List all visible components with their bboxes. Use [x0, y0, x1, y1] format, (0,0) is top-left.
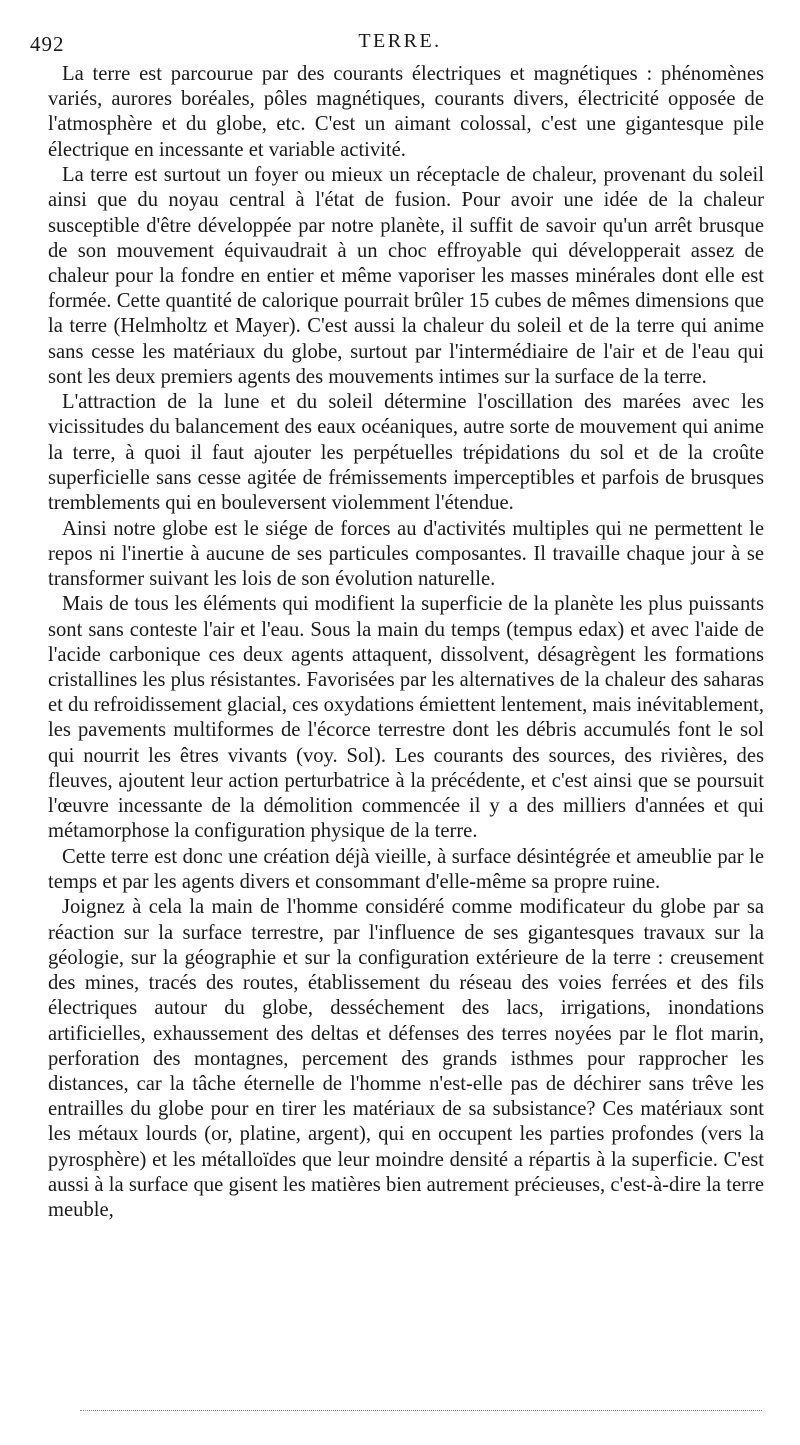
paragraph-magnetism: La terre est parcourue par des courants électriques et magnétiques : phénomènes variés, aurores boréales, pôles magnétiques, courants divers, électricité opposée de l'atmosphère et du globe, etc. C'est un aimant colossal, c'est une gigantesque pile électrique en incessante et variable activité. — [48, 63, 764, 161]
paragraph-old-creation: Cette terre est donc une création déjà vieille, à surface désintégrée et ameublie par le temps et par les agents divers et consommant d'elle-même sa propre ruine. — [48, 845, 764, 893]
footer-rule — [80, 1410, 762, 1411]
paragraph-tides: L'attraction de la lune et du soleil détermine l'oscillation des marées avec les vicissitudes du balancement des eaux océaniques, autre sorte de mouvement qui anime la terre, à quoi il faut ajouter les perpétuelles trépidations du sol et de la croûte superficielle sans cesse agitée de frémissements imperceptibles et parfois de brusques tremblements qui en bouleversent violemment l'étendue. — [48, 391, 764, 515]
page-number: 492 — [30, 32, 65, 56]
running-head — [30, 28, 770, 58]
paragraph-air-water: Mais de tous les éléments qui modifient la superficie de la planète les plus puissants sont sans conteste l'air et l'eau. Sous la main du temps (tempus edax) et avec l'aide de l'acide carbonique ces deux agents attaquent, dissolvent, désagrègent les formations cristallines les plus résistantes. Favorisées par les alternatives de la chaleur des saharas et du refroidissement glacial, ces oxydations émiettent lentement, mais inévitablement, les pavements multiformes de l'écorce terrestre dont les débris accumulés font le sol qui nourrit les êtres vivants (voy. Sol). Les courants des sources, des rivières, des fleuves, ajoutent leur action perturbatrice à la précédente, et c'est ainsi que se poursuit l'œuvre incessante de la démolition commencée il y a des milliers d'années et qui métamorphose la configuration physique de la terre. — [48, 593, 764, 843]
running-title: TERRE. — [358, 30, 442, 52]
paragraph-human-action: Joignez à cela la main de l'homme considéré comme modificateur du globe par sa réaction sur la surface terrestre, par l'influence de ses gigantesques travaux sur la géologie, sur la géographie et sur la configuration extérieure de la terre : creusement des mines, tracés des routes, établissement du réseau des voies ferrées et des fils électriques autour du globe, desséchement des lacs, irrigations, inondations artificielles, exhaussement des deltas et défenses des terres noyées par le flot marin, perforation des montagnes, percement des grands isthmes pour rapprocher les distances, car la tâche éternelle de l'homme n'est-elle pas de déchirer sans trêve les entrailles du globe pour en tirer les matériaux de sa subsistance? Ces matériaux sont les métaux lourds (or, platine, argent), qui en occupent les parties profondes (vers la pyrosphère) et les métalloïdes que leur moindre densité a répartis à la superficie. C'est aussi à la surface que gisent les matières bien autrement précieuses, c'est-à-dire la terre meuble, — [48, 896, 764, 1221]
body-text — [48, 62, 764, 1223]
paragraph-forces: Ainsi notre globe est le siége de forces au d'activités multiples qui ne permettent le repos ni l'inertie à aucune de ses particules composantes. Il travaille chaque jour à se transformer suivant les lois de son évolution naturelle. — [48, 517, 764, 590]
paragraph-heat: La terre est surtout un foyer ou mieux un réceptacle de chaleur, provenant du soleil ainsi que du noyau central à l'état de fusion. Pour avoir une idée de la chaleur susceptible d'être développée par notre planète, il suffit de savoir qu'un arrêt brusque de son mouvement équivaudrait à un choc effroyable qui développerait assez de chaleur pour la fondre en entier et même vaporiser les masses minérales dont elle est formée. Cette quantité de calorique pourrait brûler 15 cubes de mêmes dimensions que la terre (Helmholtz et Mayer). C'est aussi la chaleur du soleil et de la terre qui anime sans cesse les matériaux du globe, surtout par l'intermédiaire de l'air et de l'eau qui sont les deux premiers agents des mouvements intimes sur la surface de la terre. — [48, 164, 764, 388]
